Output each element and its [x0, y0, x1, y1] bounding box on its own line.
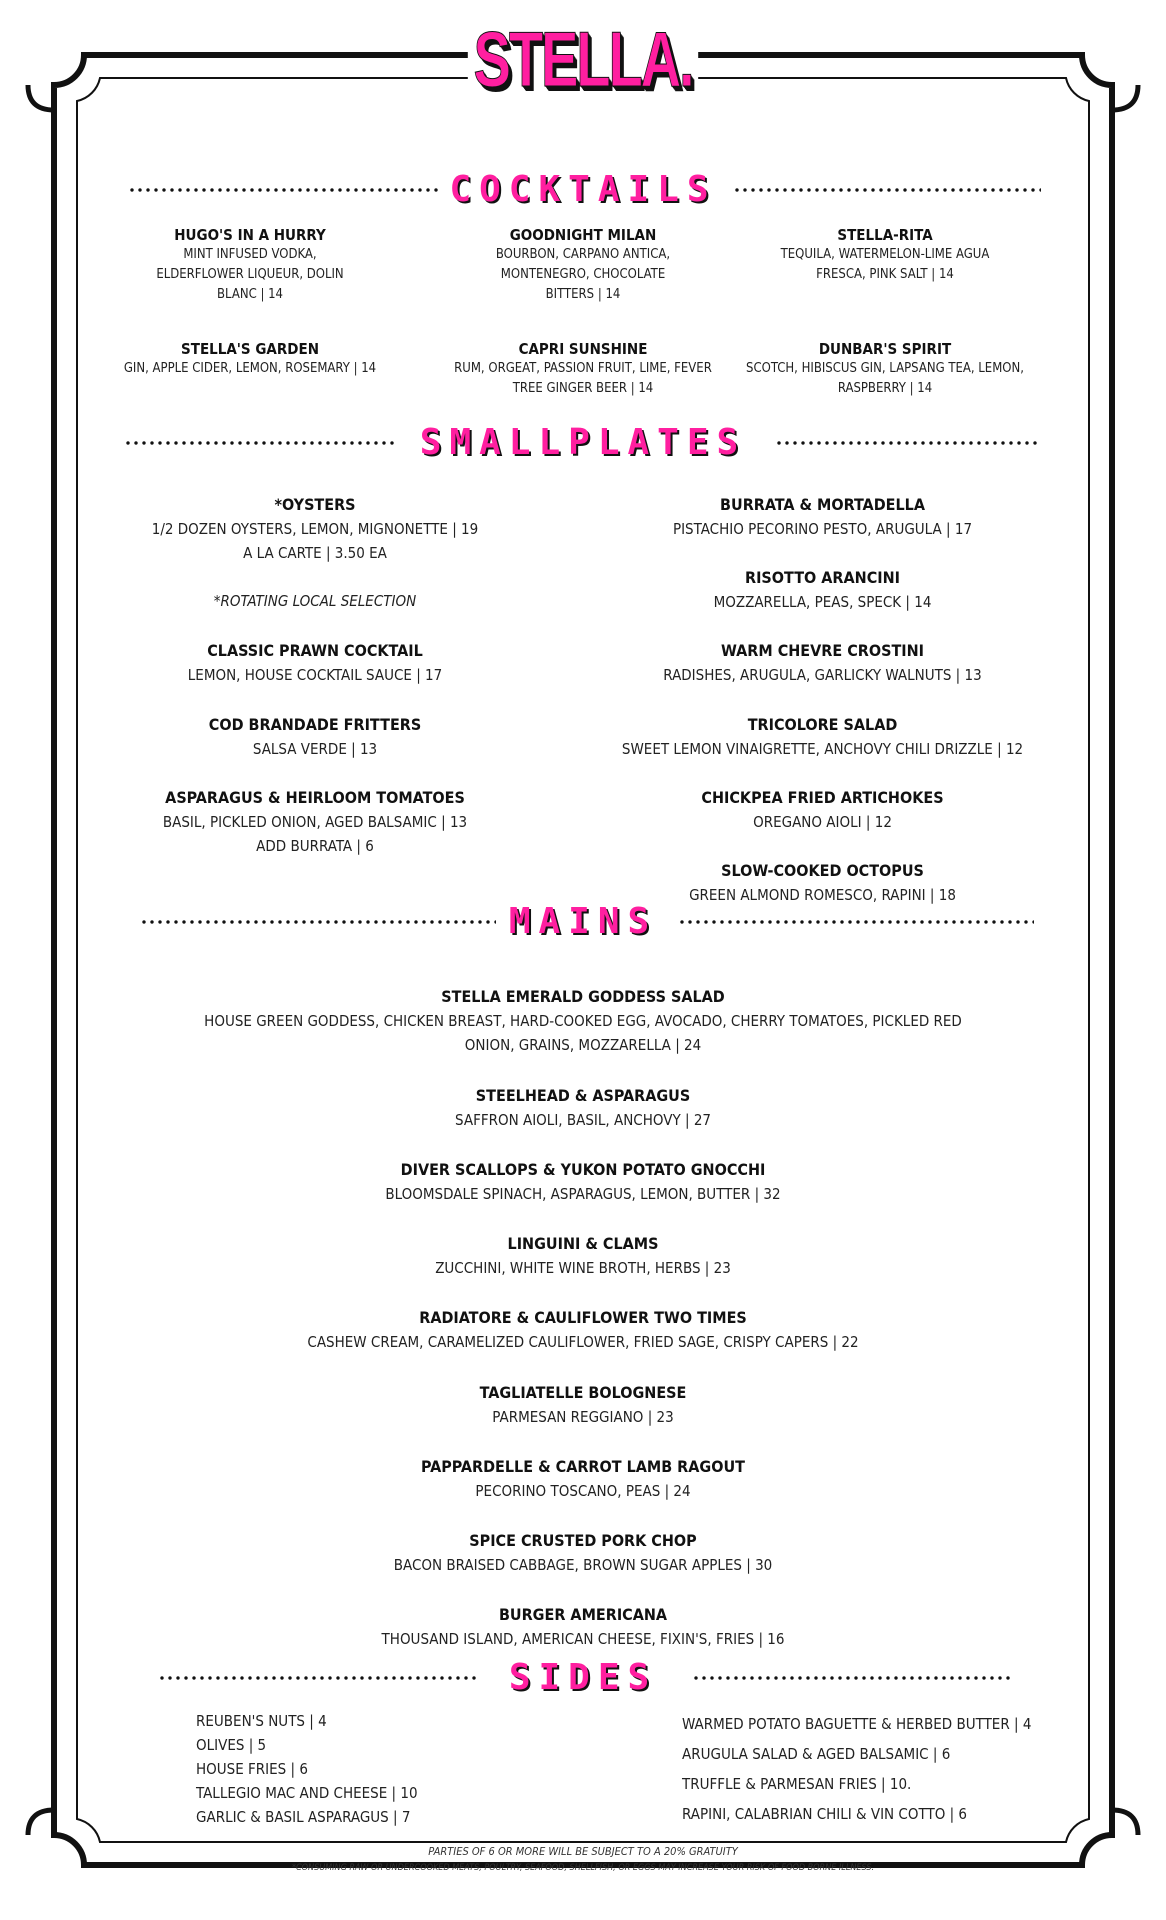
item-name: DUNBAR'S SPIRIT: [818, 340, 952, 358]
gratuity-note: PARTIES OF 6 OR MORE WILL BE SUBJECT TO A 20% GRATUITY: [428, 1845, 738, 1858]
item-name: COD BRANDADE FRITTERS: [208, 715, 422, 734]
menu-item: [120, 1158, 1046, 1206]
item-name: STELLA-RITA: [837, 226, 933, 244]
item-desc: TEQUILA, WATERMELON-LIME AGUA: [780, 247, 990, 262]
side-item: REUBEN'S NUTS | 4: [196, 1712, 327, 1730]
menu-item: [120, 1603, 1046, 1651]
menu-item: [120, 1084, 1046, 1132]
item-name: STELLA'S GARDEN: [181, 340, 319, 358]
section-title: MAINS: [508, 901, 658, 942]
menu-item: [120, 1306, 1046, 1354]
section-title: SMALLPLATES: [419, 422, 747, 463]
brand-logo: [0, 15, 1166, 103]
item-name: CLASSIC PRAWN COCKTAIL: [207, 641, 423, 660]
menu-item: [453, 225, 713, 305]
item-desc: BLOOMSDALE SPINACH, ASPARAGUS, LEMON, BUTTER | 32: [385, 1185, 781, 1203]
menu-item: [120, 1381, 1046, 1429]
side-item: OLIVES | 5: [196, 1736, 267, 1754]
item-desc: BITTERS | 14: [545, 287, 621, 302]
brand-name: STELLA.: [468, 20, 698, 98]
menu-item: [740, 225, 1030, 285]
item-name: CAPRI SUNSHINE: [518, 340, 648, 358]
menu-item: [125, 493, 505, 565]
side-item: GARLIC & BASIL ASPARAGUS | 7: [196, 1808, 411, 1826]
section-title: SIDES: [508, 1657, 658, 1698]
item-desc: ZUCCHINI, WHITE WINE BROTH, HERBS | 23: [435, 1259, 731, 1277]
menu-item: [125, 713, 505, 761]
item-name: SPICE CRUSTED PORK CHOP: [469, 1531, 697, 1550]
menu-item: [600, 786, 1045, 834]
side-item: ARUGULA SALAD & AGED BALSAMIC | 6: [682, 1745, 951, 1763]
item-name: RISOTTO ARANCINI: [744, 568, 900, 587]
item-desc: ONION, GRAINS, MOZZARELLA | 24: [464, 1036, 702, 1054]
smallplates-heading: [0, 423, 1166, 463]
menu-item: [110, 339, 390, 379]
item-name: LINGUINI & CLAMS: [507, 1234, 659, 1253]
side-item: RAPINI, CALABRIAN CHILI & VIN COTTO | 6: [682, 1805, 968, 1823]
item-desc: BACON BRAISED CABBAGE, BROWN SUGAR APPLES | 30: [393, 1556, 773, 1574]
cocktails-heading: [0, 170, 1166, 210]
dotted-rule-right: [692, 1676, 1010, 1680]
section-title: COCKTAILS: [449, 169, 717, 210]
item-name: TAGLIATELLE BOLOGNESE: [479, 1383, 687, 1402]
item-desc: HOUSE GREEN GODDESS, CHICKEN BREAST, HARD-COOKED EGG, AVOCADO, CHERRY TOMATOES, PICKLED RED: [204, 1012, 962, 1030]
menu-item: [120, 1232, 1046, 1280]
item-desc: MOZZARELLA, PEAS, SPECK | 14: [713, 593, 932, 611]
item-desc: MONTENEGRO, CHOCOLATE: [500, 267, 666, 282]
item-name: GOODNIGHT MILAN: [509, 226, 657, 244]
item-desc: 1/2 DOZEN OYSTERS, LEMON, MIGNONETTE | 19: [151, 520, 479, 538]
menu-item: [600, 713, 1045, 761]
menu-item: [120, 1529, 1046, 1577]
item-desc: PARMESAN REGGIANO | 23: [492, 1408, 674, 1426]
menu-item: [125, 786, 505, 858]
item-desc: SCOTCH, HIBISCUS GIN, LAPSANG TEA, LEMON,: [746, 361, 1024, 376]
item-desc: THOUSAND ISLAND, AMERICAN CHEESE, FIXIN'S, FRIES | 16: [381, 1630, 785, 1648]
menu-item: [600, 859, 1045, 907]
item-desc: SAFFRON AIOLI, BASIL, ANCHOVY | 27: [455, 1111, 711, 1129]
item-desc: RADISHES, ARUGULA, GARLICKY WALNUTS | 13: [663, 666, 982, 684]
menu-item: [443, 339, 723, 399]
side-item: WARMED POTATO BAGUETTE & HERBED BUTTER | 4: [682, 1715, 1032, 1733]
item-desc: ADD BURRATA | 6: [256, 837, 374, 855]
item-name: WARM CHEVRE CROSTINI: [720, 641, 925, 660]
item-note: *ROTATING LOCAL SELECTION: [213, 592, 417, 610]
item-name: DIVER SCALLOPS & YUKON POTATO GNOCCHI: [400, 1160, 766, 1179]
menu-item: [735, 339, 1035, 399]
item-desc: PISTACHIO PECORINO PESTO, ARUGULA | 17: [672, 520, 973, 538]
item-name: STEELHEAD & ASPARAGUS: [475, 1086, 691, 1105]
item-desc: MINT INFUSED VODKA,: [183, 247, 317, 262]
item-name: CHICKPEA FRIED ARTICHOKES: [701, 788, 944, 807]
item-desc: PECORINO TOSCANO, PEAS | 24: [475, 1482, 691, 1500]
dotted-rule-right: [678, 920, 1034, 924]
item-desc: CASHEW CREAM, CARAMELIZED CAULIFLOWER, FRIED SAGE, CRISPY CAPERS | 22: [307, 1333, 859, 1351]
side-item: TRUFFLE & PARMESAN FRIES | 10.: [682, 1775, 912, 1793]
item-desc: RUM, ORGEAT, PASSION FRUIT, LIME, FEVER: [454, 361, 712, 376]
item-name: BURGER AMERICANA: [498, 1605, 668, 1624]
dotted-rule-right: [775, 441, 1037, 445]
item-desc: SALSA VERDE | 13: [252, 740, 378, 758]
menu-item: [120, 985, 1046, 1057]
menu-item: [120, 225, 380, 305]
item-name: STELLA EMERALD GODDESS SALAD: [441, 987, 725, 1006]
item-desc: GIN, APPLE CIDER, LEMON, ROSEMARY | 14: [123, 361, 377, 376]
item-desc: ELDERFLOWER LIQUEUR, DOLIN: [156, 267, 344, 282]
item-name: ASPARAGUS & HEIRLOOM TOMATOES: [165, 788, 465, 807]
item-desc: LEMON, HOUSE COCKTAIL SAUCE | 17: [187, 666, 443, 684]
item-desc: TREE GINGER BEER | 14: [512, 381, 654, 396]
item-name: HUGO'S IN A HURRY: [174, 226, 326, 244]
menu-item: [120, 1455, 1046, 1503]
item-name: TRICOLORE SALAD: [747, 715, 898, 734]
item-name: PAPPARDELLE & CARROT LAMB RAGOUT: [421, 1457, 745, 1476]
consumption-warning: *CONSUMING RAW OR UNDERCOOKED MEATS, POULTRY, SEAFOOD, SHELLFISH, OR EGGS MAY INCREASE YOUR RISK OF FOOD BORNE ILLNESS.: [291, 1863, 875, 1873]
item-desc: BASIL, PICKLED ONION, AGED BALSAMIC | 13: [162, 813, 468, 831]
item-desc: RASPBERRY | 14: [837, 381, 933, 396]
item-desc: OREGANO AIOLI | 12: [753, 813, 892, 831]
item-desc: GREEN ALMOND ROMESCO, RAPINI | 18: [689, 886, 956, 904]
menu-note: [125, 589, 505, 613]
menu-item: [125, 639, 505, 687]
sides-heading: [0, 1658, 1166, 1698]
dotted-rule-right: [733, 188, 1041, 192]
side-item: HOUSE FRIES | 6: [196, 1760, 308, 1778]
side-item: TALLEGIO MAC AND CHEESE | 10: [196, 1784, 418, 1802]
menu-item: [600, 566, 1045, 614]
mains-heading: [0, 902, 1166, 942]
menu-item: [600, 639, 1045, 687]
item-name: SLOW-COOKED OCTOPUS: [721, 861, 924, 880]
item-desc: BLANC | 14: [217, 287, 283, 302]
item-desc: BOURBON, CARPANO ANTICA,: [495, 247, 671, 262]
item-name: BURRATA & MORTADELLA: [720, 495, 925, 514]
menu-item: [600, 493, 1045, 541]
item-desc: A LA CARTE | 3.50 EA: [243, 544, 387, 562]
item-name: *OYSTERS: [274, 495, 356, 514]
item-desc: FRESCA, PINK SALT | 14: [816, 267, 954, 282]
item-name: RADIATORE & CAULIFLOWER TWO TIMES: [419, 1308, 747, 1327]
item-desc: SWEET LEMON VINAIGRETTE, ANCHOVY CHILI DRIZZLE | 12: [621, 740, 1024, 758]
